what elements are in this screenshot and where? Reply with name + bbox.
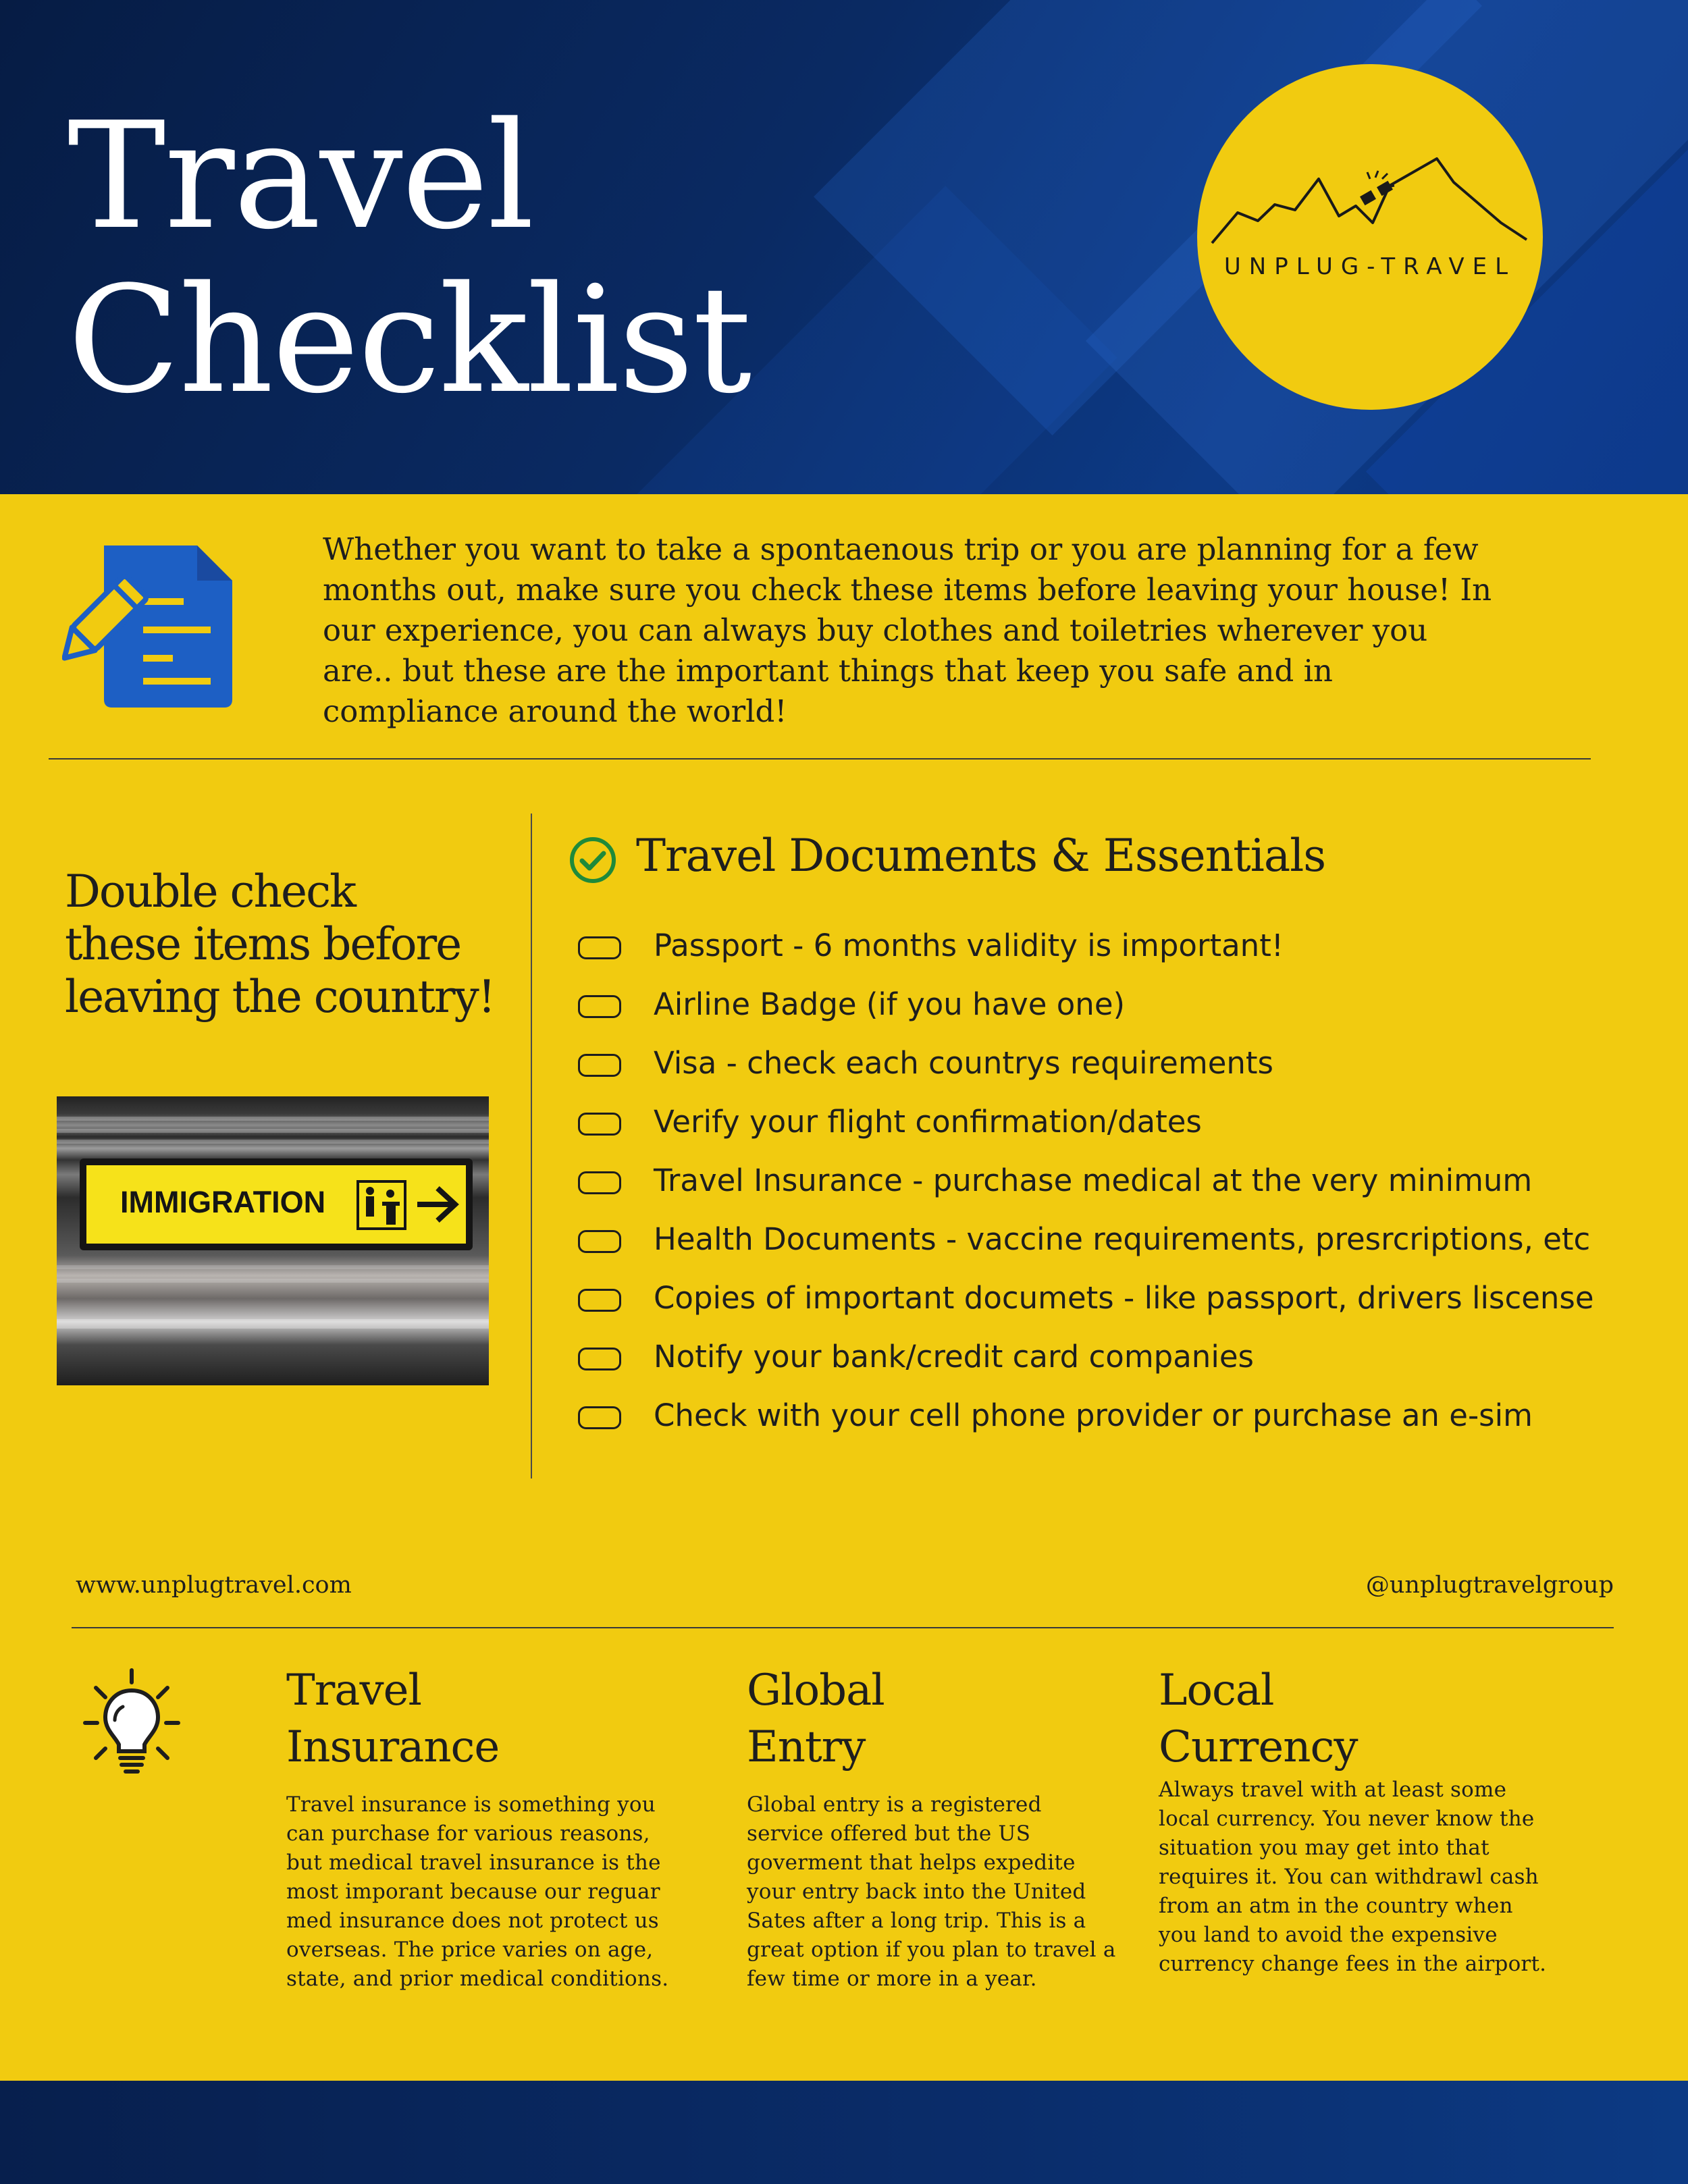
- info-travel-insurance: [286, 1662, 678, 1994]
- immigration-officer-icon: [357, 1180, 406, 1230]
- document-pencil-icon: [62, 545, 239, 708]
- photo-stripe: [57, 1319, 489, 1329]
- checklist-item[interactable]: [578, 1279, 1679, 1337]
- double-check-line2: these items before: [65, 918, 461, 970]
- info-body: Always travel with at least some local currency. You never know the situation you may get into that requires it. You can withdrawl cash from an atm in the country when you land to avoid the expensive currency change fees in the airport.: [1159, 1778, 1547, 1976]
- photo-stripe: [57, 1140, 489, 1144]
- photo-stripe: [57, 1117, 489, 1121]
- info-title: [747, 1662, 1125, 1776]
- info-body: Travel insurance is something you can purchase for various reasons, but medical travel insurance is the most imporant because our reguar med insurance does not protect us overseas. The price varies on age, state, and prior medical conditions.: [286, 1792, 669, 1991]
- photo-stripe: [57, 1265, 489, 1269]
- info-local-currency: [1159, 1662, 1550, 1979]
- checkbox[interactable]: [578, 1230, 621, 1253]
- checklist-item-label: Health Documents - vaccine requirements, presrcriptions, etc: [654, 1221, 1591, 1257]
- column-divider: [531, 814, 532, 1479]
- checkbox[interactable]: [578, 995, 621, 1018]
- info-title: [286, 1662, 678, 1776]
- mountain-plug-icon: [1211, 145, 1528, 253]
- checkbox[interactable]: [578, 1113, 621, 1136]
- photo-stripe: [57, 1279, 489, 1283]
- checklist-item[interactable]: [578, 1102, 1679, 1161]
- info-title-line1: Local: [1159, 1666, 1274, 1715]
- checklist-item-label: Airline Badge (if you have one): [654, 986, 1126, 1022]
- checklist-item[interactable]: [578, 985, 1679, 1044]
- info-title-line2: Currency: [1159, 1722, 1358, 1772]
- bottom-band: [0, 2081, 1688, 2184]
- checkbox[interactable]: [578, 1348, 621, 1370]
- double-check-heading: [65, 865, 537, 1023]
- checklist-item-label: Check with your cell phone provider or purchase an e-sim: [654, 1397, 1533, 1433]
- immigration-photo: [57, 1096, 489, 1385]
- info-title-line2: Entry: [747, 1722, 866, 1772]
- logo: [1197, 64, 1543, 410]
- info-title-line1: Global: [747, 1666, 885, 1715]
- page-title-line2: Checklist: [68, 255, 751, 426]
- checklist-item[interactable]: [578, 1044, 1679, 1102]
- checklist-item[interactable]: [578, 1337, 1679, 1396]
- immigration-sign-face: [86, 1165, 466, 1244]
- lightbulb-icon: [82, 1668, 181, 1777]
- logo-text: UNPLUG-TRAVEL: [1223, 253, 1516, 280]
- checklist-item[interactable]: [578, 1161, 1679, 1220]
- page-title-line1: Travel: [68, 91, 533, 262]
- checkbox[interactable]: [578, 1054, 621, 1077]
- checklist-item[interactable]: [578, 926, 1679, 985]
- double-check-line1: Double check: [65, 865, 356, 917]
- checklist-item-label: Travel Insurance - purchase medical at the very minimum: [654, 1163, 1533, 1198]
- arrow-right-icon: [415, 1184, 462, 1225]
- social-handle-link[interactable]: @unplugtravelgroup: [1365, 1572, 1614, 1599]
- checklist-item-label: Copies of important documets - like passport, drivers liscense: [654, 1280, 1594, 1316]
- checkbox[interactable]: [578, 1289, 621, 1312]
- immigration-sign-text: IMMIGRATION: [120, 1185, 326, 1219]
- checkbox[interactable]: [578, 1171, 621, 1194]
- checklist: [578, 926, 1679, 1455]
- website-link[interactable]: www.unplugtravel.com: [76, 1572, 352, 1599]
- checklist-item[interactable]: [578, 1396, 1679, 1455]
- info-title: [1159, 1662, 1550, 1776]
- checklist-item-label: Verify your flight confirmation/dates: [654, 1104, 1202, 1140]
- immigration-sign: [80, 1158, 473, 1250]
- checklist-title: Travel Documents & Essentials: [636, 830, 1326, 882]
- info-global-entry: [747, 1662, 1125, 1994]
- checklist-item-label: Visa - check each countrys requirements: [654, 1045, 1273, 1081]
- header-banner: [0, 0, 1688, 494]
- double-check-line3: leaving the country!: [65, 971, 495, 1023]
- checkbox[interactable]: [578, 936, 621, 959]
- divider: [72, 1627, 1614, 1628]
- info-title-line2: Insurance: [286, 1722, 500, 1772]
- check-circle-icon: [569, 836, 617, 884]
- checkbox[interactable]: [578, 1406, 621, 1429]
- intro-paragraph: Whether you want to take a spontaenous trip or you are planning for a few months out, make sure you check these items before leaving your house! In our experience, you can always buy clothes and toiletries wherever you are.. but these are the important things that keep you safe and in compliance around the world!: [323, 531, 1492, 729]
- photo-stripe: [57, 1129, 489, 1133]
- info-body: Global entry is a registered service offered but the US goverment that helps expedite your entry back into the United Sates after a long trip. This is a great option if you plan to travel a few time or more in a year.: [747, 1792, 1116, 1991]
- divider: [49, 758, 1591, 760]
- checklist-item-label: Passport - 6 months validity is important!: [654, 928, 1284, 963]
- checklist-item-label: Notify your bank/credit card companies: [654, 1339, 1254, 1375]
- info-title-line1: Travel: [286, 1666, 421, 1715]
- checklist-item[interactable]: [578, 1220, 1679, 1279]
